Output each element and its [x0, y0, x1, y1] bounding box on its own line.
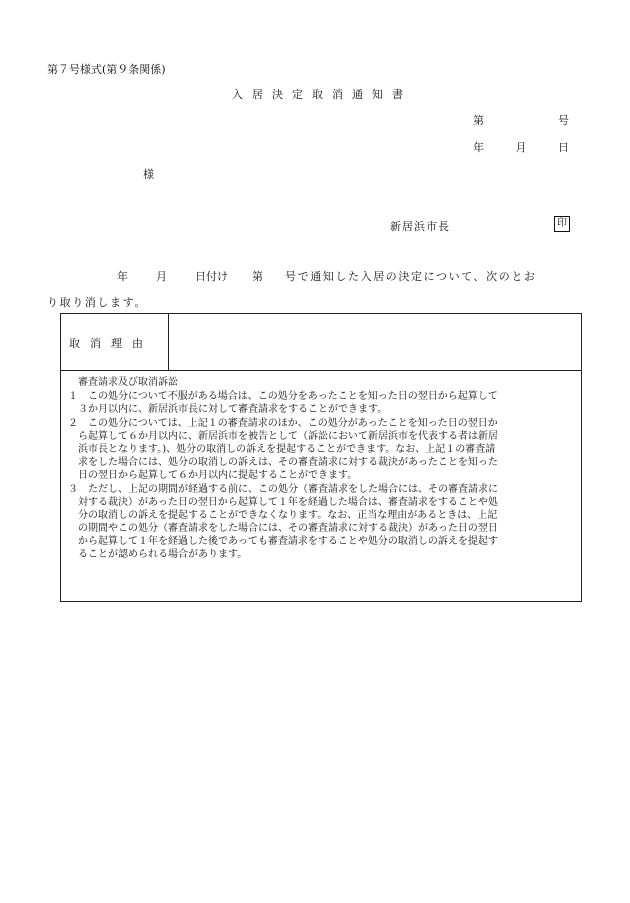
appeal-line: ２ この処分については、上記１の審査請求のほか、この処分があったことを知った日の翌日か: [68, 418, 498, 429]
sender-title: 新居浜市長: [390, 220, 450, 233]
appeal-line: から起算して１年を経過した後であっても審査請求をすることや処分の取消しの訴えを提起す: [78, 536, 498, 547]
body-line-1: [117, 268, 537, 284]
reason-label: 取消理由: [69, 337, 153, 350]
appeal-heading: 審査請求及び取消訴訟: [78, 377, 178, 388]
appeal-line: 浜市長となります。)、処分の取消しの訴えを提起することができます。なお、上記１の審査請: [78, 444, 496, 455]
appeal-line: 求をした場合には、処分の取消しの訴えは、その審査請求に対する裁決があったことを知った: [78, 457, 498, 468]
document-number-line: [473, 112, 569, 128]
number-suffix: 号: [558, 114, 569, 127]
body-month: 月: [156, 270, 167, 283]
body-notice-text: 号で通知した入居の決定について、次のとお: [285, 270, 537, 283]
appeal-line: ることが認められる場合があります。: [78, 549, 248, 560]
appeal-line: 日の翌日から起算して６か月以内に提起することができます。: [78, 470, 358, 481]
body-line-2: り取り消します。: [47, 296, 147, 309]
appeal-notice-box: [60, 371, 582, 602]
date-month: 月: [515, 141, 527, 154]
form-number: 第７号様式(第９条関係): [47, 63, 166, 76]
date-year: 年: [473, 141, 484, 154]
body-year: 年: [117, 270, 128, 283]
reason-label-cell: [61, 314, 169, 370]
body-day-dated: 日付け: [195, 270, 228, 283]
appeal-line: ら起算して６か月以内に、新居浜市を被告として（訴訟において新居浜市を代表する者は新居: [78, 431, 498, 442]
seal-mark: 印: [554, 216, 570, 232]
date-day: 日: [558, 141, 569, 154]
appeal-line: ３か月以内に、新居浜市長に対して審査請求をすることができます。: [78, 404, 388, 415]
appeal-line: 対する裁決）があった日の翌日から起算して１年を経過した場合は、審査請求をすることや処: [78, 497, 498, 508]
appeal-line: 分の取消しの訴えを提起することができなくなります。なお、正当な理由があるときは、上記: [78, 510, 498, 521]
document-title: 入居決定取消通知書: [232, 88, 412, 101]
cancellation-reason-table: [60, 313, 582, 371]
body-number-prefix: 第: [252, 270, 263, 283]
date-line: [473, 139, 569, 155]
appeal-line: の期間やこの処分（審査請求をした場合には、その審査請求に対する裁決）があった日の翌日: [78, 523, 498, 534]
number-prefix: 第: [473, 114, 484, 127]
addressee-honorific: 様: [143, 168, 154, 181]
appeal-line: ３ ただし、上記の期間が経過する前に、この処分（審査請求をした場合には、その審査請求に: [68, 484, 498, 495]
appeal-line: １ この処分について不服がある場合は、この処分をあったことを知った日の翌日から起算して: [68, 391, 498, 402]
